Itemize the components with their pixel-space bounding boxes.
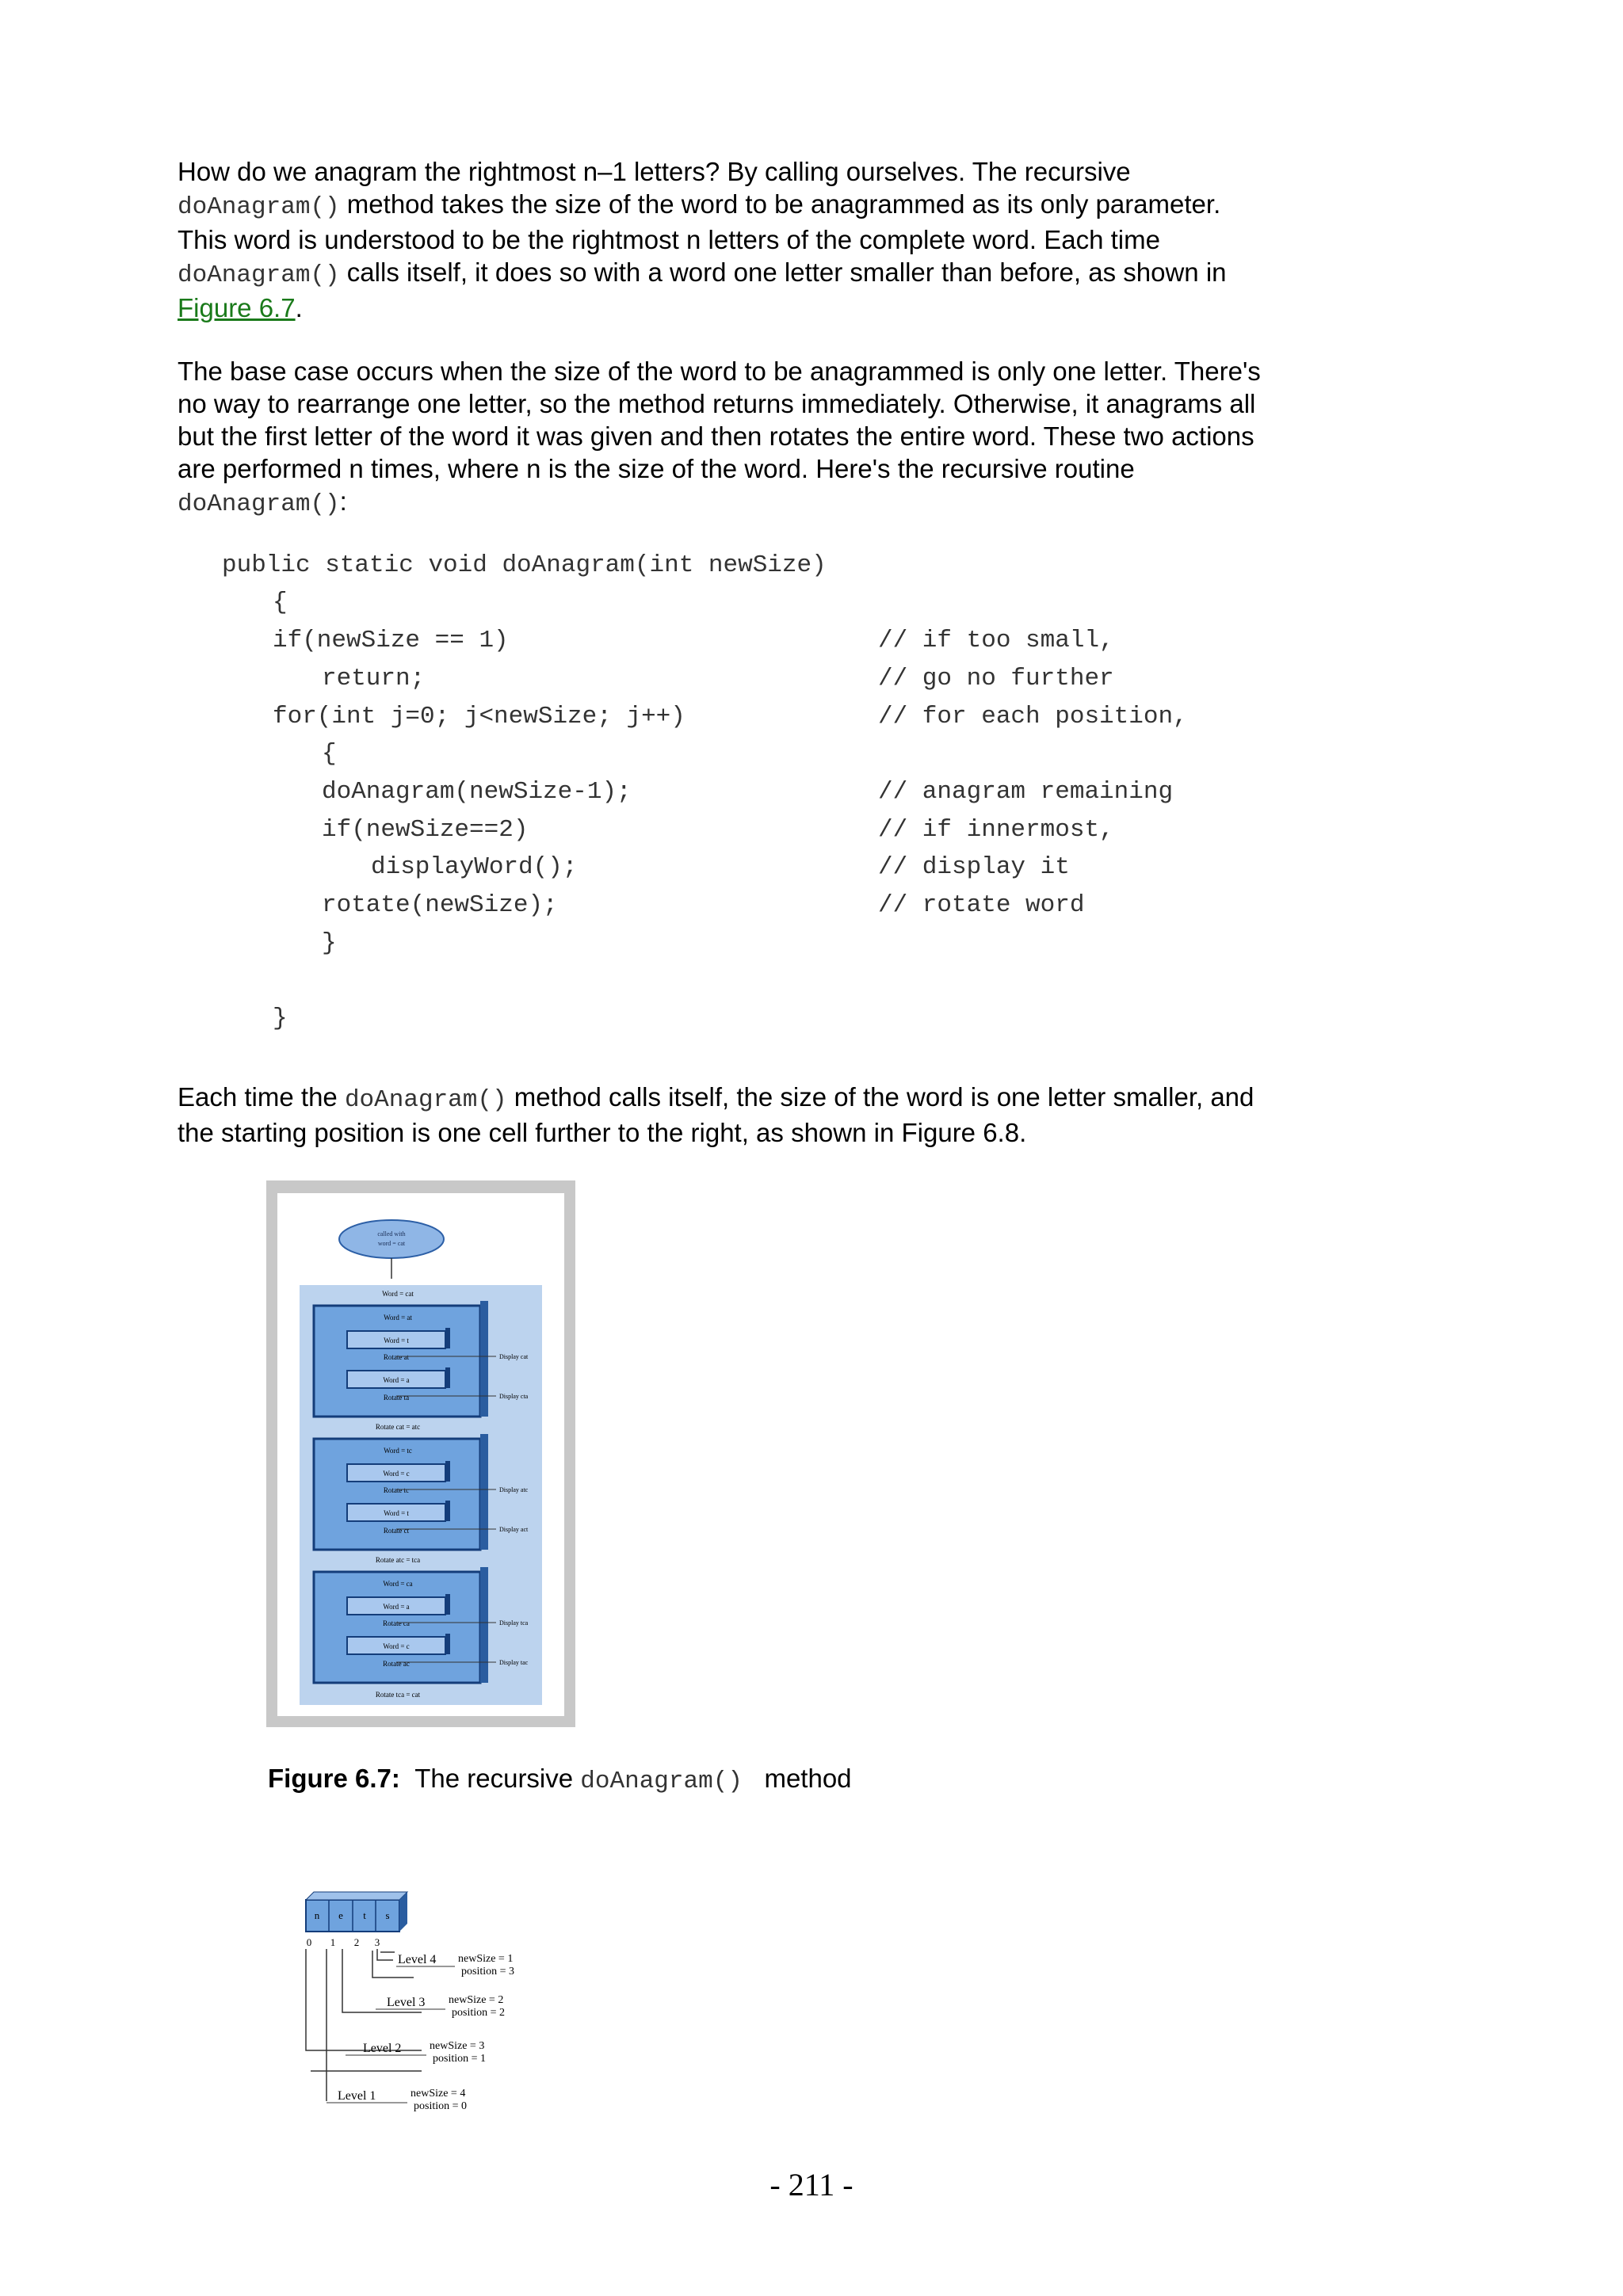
fig-label: Display tac bbox=[499, 1659, 529, 1666]
caption-code: doAnagram() bbox=[580, 1768, 743, 1795]
fig-label: Rotate at bbox=[383, 1353, 410, 1361]
fig-label: Word = at bbox=[384, 1314, 412, 1322]
position-label: position = 0 bbox=[414, 2100, 468, 2112]
fig-label: Rotate tc bbox=[383, 1486, 410, 1494]
caption-label: Figure 6.7: bbox=[268, 1764, 400, 1793]
code-inline: doAnagram() bbox=[344, 1086, 507, 1114]
fig-label: Word = c bbox=[383, 1470, 410, 1478]
code-comment: // rotate word bbox=[878, 891, 1085, 919]
fig-label: Display cta bbox=[499, 1393, 529, 1400]
code-line: rotate(newSize); bbox=[322, 891, 558, 919]
code-line: return; bbox=[322, 665, 426, 692]
fig-label: Word = cat bbox=[382, 1290, 414, 1298]
fig-label: Display cat bbox=[499, 1353, 529, 1360]
cell-index: 2 bbox=[353, 1936, 360, 1948]
code-block bbox=[0, 0, 1623, 1046]
figure-caption bbox=[268, 1764, 852, 1795]
level-label: Level 3 bbox=[387, 1996, 426, 2009]
caption-text: method bbox=[757, 1764, 852, 1793]
cell-letter: t bbox=[363, 1909, 366, 1921]
figure-6-8-diagram bbox=[295, 1890, 604, 2128]
level-label: Level 1 bbox=[338, 2089, 376, 2103]
fig-label: Word = t bbox=[384, 1509, 409, 1517]
called-with-word: word = cat bbox=[377, 1240, 406, 1247]
fig-label: Word = c bbox=[383, 1642, 410, 1650]
figure-6-7-link[interactable]: Figure 6.7 bbox=[178, 293, 296, 322]
new-size-label: newSize = 3 bbox=[430, 2040, 485, 2052]
code-comment: // for each position, bbox=[878, 703, 1188, 730]
called-with-label: called with bbox=[377, 1230, 406, 1238]
code-line: if(newSize == 1) bbox=[273, 627, 509, 654]
fig-label: Word = a bbox=[383, 1376, 410, 1384]
fig-label: Rotate ta bbox=[383, 1394, 410, 1402]
cell-index: 0 bbox=[306, 1936, 312, 1948]
code-inline: doAnagram() bbox=[178, 193, 340, 221]
code-line: displayWord(); bbox=[371, 853, 578, 881]
caption-text: The recursive bbox=[414, 1764, 581, 1793]
fig-label: Word = a bbox=[383, 1603, 410, 1611]
fig-label: Rotate ct bbox=[383, 1527, 410, 1535]
fig-label: Word = t bbox=[384, 1337, 409, 1344]
level-label: Level 4 bbox=[398, 1953, 437, 1966]
position-label: position = 3 bbox=[461, 1966, 515, 1978]
code-line: public static void doAnagram(int newSize) bbox=[222, 551, 827, 579]
fig-label: Word = tc bbox=[384, 1447, 412, 1455]
cell-letter: s bbox=[385, 1909, 390, 1921]
code-inline: doAnagram() bbox=[178, 490, 340, 518]
paragraph-3 bbox=[178, 1081, 1271, 1149]
fig-label: Display tca bbox=[499, 1619, 529, 1627]
fig-label: Rotate cat = atc bbox=[375, 1423, 421, 1431]
code-comment: // if too small, bbox=[878, 627, 1114, 654]
fig-label: Rotate tca = cat bbox=[375, 1691, 421, 1699]
code-line: } bbox=[273, 1005, 288, 1032]
text: method calls itself, the size of the word is one letter smaller, and the starting position is one cell further to the right, as shown in Figure 6.8. bbox=[178, 1082, 1254, 1147]
new-size-label: newSize = 4 bbox=[411, 2088, 466, 2100]
cell-letter: n bbox=[314, 1909, 320, 1921]
fig-label: Rotate atc = tca bbox=[375, 1556, 421, 1564]
level-label: Level 2 bbox=[363, 2042, 402, 2055]
fig-label: Rotate ca bbox=[383, 1619, 410, 1627]
code-comment: // go no further bbox=[878, 665, 1114, 692]
code-line: { bbox=[322, 740, 337, 768]
text: : bbox=[339, 486, 347, 516]
code-comment: // anagram remaining bbox=[878, 778, 1174, 806]
new-size-label: newSize = 1 bbox=[458, 1953, 514, 1965]
text: The base case occurs when the size of the word to be anagrammed is only one letter. There's no way to rearrange one letter, so the method returns immediately. Otherwise, it anagrams all but the first letter of the word it was given and then rotates the entire word. These two actions are performed n times, where n is the size of the word. Here's the recursive routine bbox=[178, 357, 1261, 483]
cell-letter: e bbox=[338, 1909, 343, 1921]
new-size-label: newSize = 2 bbox=[449, 1994, 504, 2006]
code-comment: // display it bbox=[878, 853, 1070, 881]
code-line: } bbox=[322, 929, 337, 957]
code-line: if(newSize==2) bbox=[322, 816, 529, 844]
text: calls itself, it does so with a word one letter smaller than before, as shown in bbox=[339, 257, 1227, 287]
page-number: - 211 - bbox=[769, 2167, 854, 2203]
text: . bbox=[295, 293, 303, 322]
position-label: position = 2 bbox=[452, 2007, 506, 2019]
text: method takes the size of the word to be anagrammed as its only parameter. This word is understood to be the rightmost n letters of the complete word. Each time bbox=[178, 189, 1221, 254]
fig-label: Display act bbox=[499, 1526, 529, 1533]
position-label: position = 1 bbox=[433, 2053, 487, 2065]
code-line: for(int j=0; j<newSize; j++) bbox=[273, 703, 685, 730]
code-inline: doAnagram() bbox=[178, 261, 340, 289]
figure-6-7-diagram bbox=[266, 1180, 575, 1727]
text: Each time the bbox=[178, 1082, 345, 1112]
fig-label: Word = ca bbox=[383, 1580, 413, 1588]
text: How do we anagram the rightmost n–1 letters? By calling ourselves. The recursive bbox=[178, 157, 1131, 186]
fig-label: Display atc bbox=[499, 1486, 529, 1493]
cell-index: 1 bbox=[330, 1936, 336, 1948]
code-line: doAnagram(newSize-1); bbox=[322, 778, 632, 806]
start-ellipse bbox=[339, 1220, 444, 1258]
fig-label: Rotate ac bbox=[383, 1660, 410, 1668]
code-line: { bbox=[273, 589, 288, 616]
code-comment: // if innermost, bbox=[878, 816, 1114, 844]
cell-index: 3 bbox=[374, 1936, 380, 1948]
